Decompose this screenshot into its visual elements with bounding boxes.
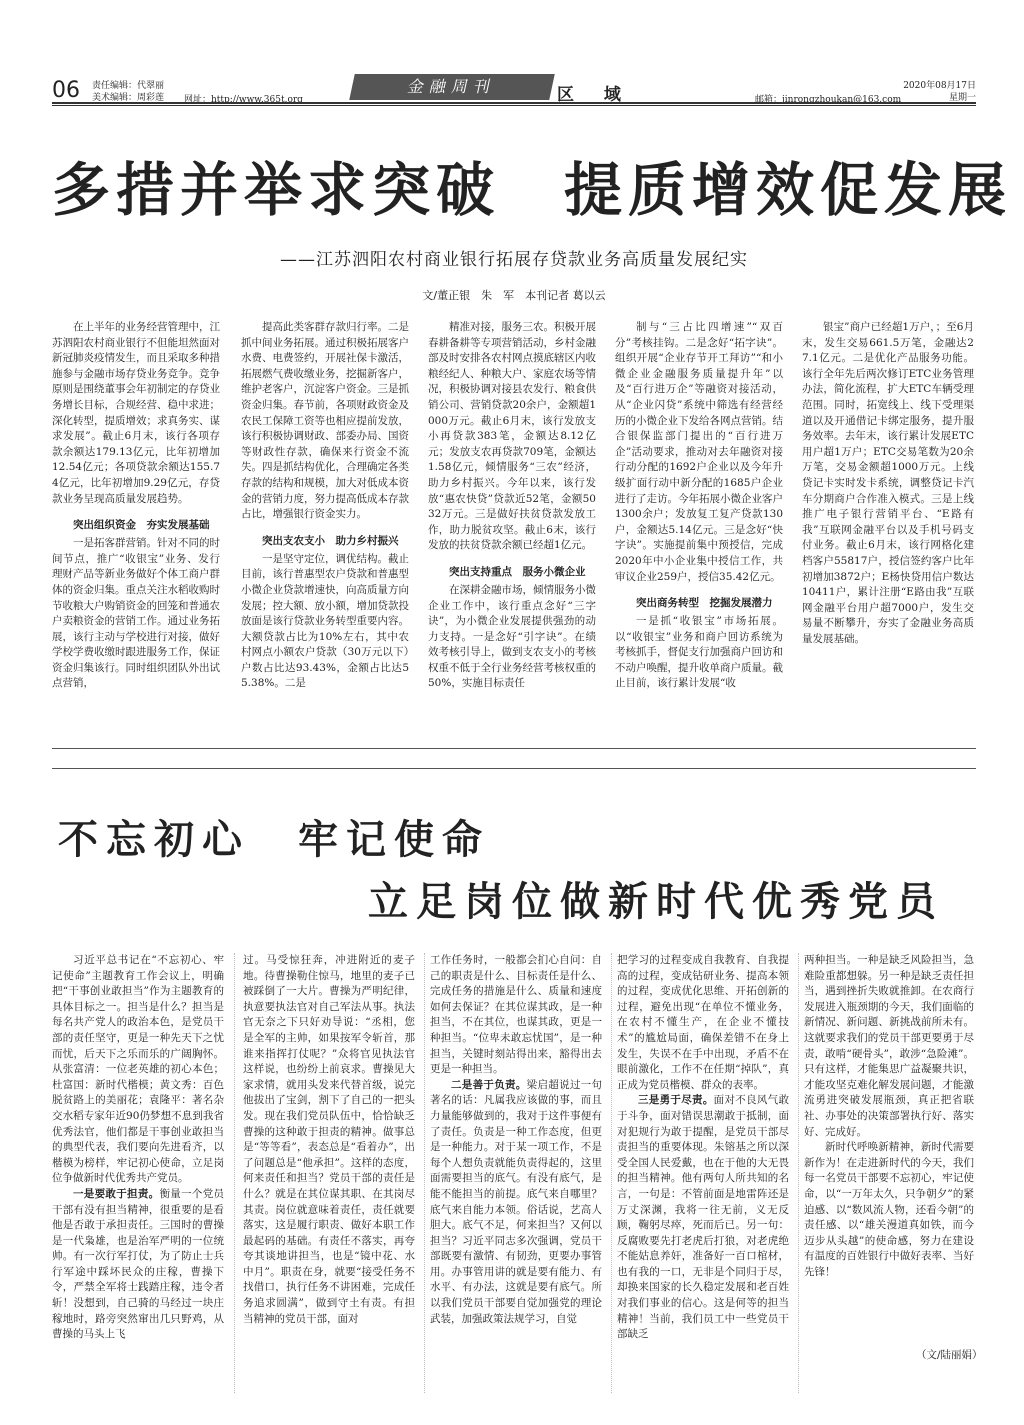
article1-subtitle: ——江苏泗阳农村商业银行拓展存贷款业务高质量发展纪实 [280,250,748,270]
article1-column [428,320,596,692]
subheading: 突出组织资金 夯实发展基础 [73,519,210,532]
paragraph: 新时代呼唤新精神，新时代需要新作为！在走进新时代的今天，我们每一名党员干部要不忘初心，牢记使命，以“一万年太久，只争朝夕”的紧迫感、以“数风流人物，还看今朝”的责任感、以“雄关漫道真如铁，而今迈步从头越”的使命感，努力在建设有温度的百姓银行中做好表率、当好先锋！ [804,1141,974,1278]
paragraph: 一是坚守定位，调优结构。截止目前，该行普惠型农户贷款和普惠型小微企业贷款增速快，向高质量方向发展；控大额、放小额，增加贷款投放面是该行贷款业务转型重要内容。大额贷款占比为10%左右，其中农村网点小额农户贷款（30万元以下）户数占比达93.43%，金额占比达55.38%。二是 [241,552,409,690]
paragraph: 工作任务时，一般都会扪心自问：自己的职责是什么、目标责任是什么、完成任务的措施是什么、质量和速度如何去保证？在其位谋其政，是一种担当，不在其位，也谋其政，更是一种担当。“位卑未敢忘忧国”，是一种担当，关键时刻站得出来，豁得出去更是一种担当。 [430,954,602,1076]
paragraph [617,1093,789,1343]
paragraph: 精准对接，服务三农。积极开展春耕备耕等专项营销活动，乡村金融部及时安排各农村网点摸底辖区内收粮经纪人、种粮大户、家庭农场等情况，积极协调对接县农发行、粮食供销公司、营销贷款20余户，金额超1000万元。截止6月末，该行发放支小再贷款383笔，金额达8.12亿元；发放支农再贷款709笔，金额达1.58亿元，倾情服务“三农”经济，助力乡村振兴。今年以来，该行发放“惠农快贷”贷款近52笔，金额5032万元。三是做好扶贫贷款发放工作，助力脱贫攻坚。截止6末，该行发放的扶贫贷款余额已经超1亿元。 [428,321,596,552]
paragraph: 提高此类客群存款归行率。二是抓中间业务拓展。通过积极拓展客户水费、电费签约，开展社保卡激活，拓展燃气费收缴业务，挖掘新客户，维护老客户，沉淀客户资金。三是抓资金归集。春节前，各项财政资金及农民工保障工资等也相应提前发放，该行积极协调财政、部委办局、国资等财政性存款，确保来行资金不流失。四是抓结构优化，合理确定各类存款的结构和规模，加大对低成本资金的营销力度，努力提高低成本存款占比，增强银行资金实力。 [241,321,409,521]
header-rule [52,105,976,106]
paragraph: 在深耕金融市场，倾情服务小微企业工作中，该行重点念好“三字诀”，为小微企业发展提供强劲的动力支持。一是念好“引字诀”。在绩效考核引导上，做到支农支小的考核权重不低于全行业务经营考核权重的50%，实施目标责任 [428,583,596,690]
email: 邮箱：jinrongzhoukan@163.com [755,95,902,105]
paragraph: 银宝”商户已经超1万户，；至6月末，发生交易661.5万笔，金融达27.1亿元。二是优化产品服务功能。该行全年先后两次修订ETC业务管理办法，简化流程，扩大ETC车辆受理范围。同时，拓宽线上、线下受理渠道以及开通借记卡绑定服务，提升服务效率。去年末，该行累计发展ETC用户超1万户；ETC交易笔数为20余万笔，交易金额超1000万元。上线贷记卡实时发卡系统，调整贷记卡汽车分期商户合作准入模式。三是上线推广电子银行营销平台、“E路有我”互联网金融平台以及手机号码支付业务。截止6月末，该行网格化建档客户55817户，授信签约客户比年初增加3872户；E杨快贷用信户数达10411户，累计注册“E路由我”互联网金融平台用户超7000户，发生交易量不断攀升，夯实了金融业务高质量发展基础。 [802,321,974,645]
article1-column [241,320,409,692]
paragraph: 把学习的过程变成自我教育、自我提高的过程，变成钻研业务、提高本领的过程，变成优化思维、开拓创新的过程，避免出现“在单位不懂业务，在农村不懂生产，在企业不懂技术”的尴尬局面，确保差错不在身上发生，失误不在手中出现，矛盾不在眼前激化，工作不在任期“掉队”，真正成为党员楷模、群众的表率。 [617,954,789,1091]
banner-logo: 金融周刊 [349,74,555,100]
article1-column [52,320,220,692]
lead: 三是勇于尽责。 [638,1094,714,1107]
paragraph: 在上半年的业务经营管理中，江苏泗阳农村商业银行不但能坦然面对新冠肺炎疫情发生，而且采取多种措施参与金融市场存贷业务竞争。竞争原则是围绕董事会年初制定的存贷业务增长目标，合规经营、稳中求进；深化转型，提质增效；求真务实、谋求发展”。截止6月末，该行各项存款余额达179.13亿元，比年初增加12.54亿元；各项贷款余额达155.74亿元，比年初增加9.29亿元，存贷款业务呈现高质量发展趋势。 [52,321,220,505]
article2-title-line2: 立足岗位做新时代优秀党员 [368,878,944,925]
subheading: 突出支持重点 服务小微企业 [449,565,586,578]
subheading: 突出商务转型 挖掘发展潜力 [636,597,773,610]
paragraph: 一是拓客群营销。针对不同的时间节点，推广“收银宝”业务、发行理财产品等新业务做好个体工商户群体的资金归集。重点关注水稻收购时节收粮大户购销资金的回笼和普通农户卖粮资金的营销工作。通过业务拓展，该行主动与学校进行对接，做好学校学费收缴时跟进服务工作，保证资金归集该行。同时组织团队外出试点营销， [52,537,220,690]
column-divider [798,953,799,1393]
text: 梁启超说过一句著名的话：凡属我应该做的事，而且力量能够做到的，我对于这件事便有了责任。负责是一种工作态度，但更是一种能力。对于某一项工作，不是每个人想负责就能负责得起的，这里面需要担当的底气。有没有底气，是能不能担当的前提。底气来自哪里？底气来自能力本领。俗话说，艺高人胆大。底气不足，何来担当？又何以担当？习近平同志多次强调，党员干部既要有激情、有韧劲，更要办事管用。办事管用讲的就是要有能力、有水平、有办法，这就是要有底气。所以我们党员干部要自觉加强党的理论武装，加强政策法规学习，自觉 [430,1078,603,1325]
section-divider [52,748,976,749]
lead: 一是要敢于担责。 [73,1187,160,1200]
article1-column [802,320,974,647]
editor-line: 美术编辑：周彩莲 [92,93,165,103]
article2-column [52,953,224,1343]
paragraph: 制与“三占比四增速”“双百分”考核挂钩。二是念好“拓字诀”。组织开展“企业存节开工拜访”“和小微企业金融服务质量提升年”以及“百行进万企”等融资对接活动，从“企业闪贷”系统中筛选有经营经历的小微企业下发给各网点营销。结合银保监部门提出的“百行进万企”活动要求，推动对去年融资对接行动分配的1692户企业以及今年升级扩面行动中新分配的1685户企业进行了走访。今年拓展小微企业客户1300余户；发放复工复产贷款130户，金额达5.14亿元。三是念好“快字诀”。实施提前集中预授信，完成2020年中小企业集中授信工作，共审议企业259户，授信35.42亿元。 [615,321,783,583]
editor-line: 责任编辑：代翠丽 [92,81,165,91]
paragraph: 两种担当。一种是缺乏风险担当，急难险重都想躲。另一种是缺乏责任担当，遇到挫折失败就推卸。在农商行发展进入瓶颈期的今天，我们面临的新情况、新问题、新挑战前所未有。这就要求我们的党员干部更要勇于尽责，敢啃“硬骨头”，敢涉“急险滩”。只有这样，才能集思广益凝聚共识，才能攻坚克难化解发展问题，才能激流勇进突破发展瓶颈，真正把省联社、办事处的决策部署执行好、落实好、完成好。 [804,954,974,1138]
date-text: 2020年08月17日 [903,81,976,91]
article2-author: （文/陆丽娟） [916,1349,983,1361]
text: 衡量一个党员干部有没有担当精神，很重要的是看他是否敢于承担责任。三国时的曹操是一代枭雄，也是治军严明的一位统帅。有一次行军打仗，为了防止士兵行军途中踩坏民众的庄稼，曹操下令，严禁全军将士践踏庄稼，违令者斩！没想到，自己骑的马经过一块庄稼地时，路旁突然窜出几只野鸡，从曹操的马头上飞 [52,1187,225,1341]
weekday: 星期一 [948,93,976,103]
article1-column [615,320,783,692]
text: 面对不良风气敢于斗争，面对错误思潮敢于抵制，面对犯规行为敢于提醒，是党员干部尽责担当的重要体现。朱镕基之所以深受全国人民爱戴，也在于他的大无畏的担当精神。他有两句人所共知的名言，一句是：不管前面是地雷阵还是万丈深渊，我将一往无前，义无反顾，鞠躬尽瘁，死而后已。另一句：反腐败要先打老虎后打狼，对老虎绝不能姑息养奸，准备好一百口棺材，也有我的一口，无非是个同归于尽，却换来国家的长久稳定发展和老百姓对我们事业的信心。这是何等的担当精神！当前，我们员工中一些党员干部缺乏 [617,1094,790,1341]
article2-column [430,953,602,1327]
lead: 二是善于负责。 [451,1078,527,1091]
article2-column [617,953,789,1343]
paragraph: 过。马受惊狂奔，冲进附近的麦子地。待曹操勒住惊马，地里的麦子已被踩倒了一大片。曹操为严明纪律，执意要执法官对自己军法从事。执法官无奈之下只好劝导说：“丞相，您是全军的主帅，如果按军令斩首，那谁来指挥打仗呢？”众将官见执法官这样说，也纷纷上前哀求。曹操见大家求情，就用头发来代替首级，说完他拔出了宝剑，割下了自己的一把头发。现在我们党员队伍中，恰恰缺乏曹操的这种敢于担责的精神。做事总是“等等看”，表态总是“看着办”，出了问题总是“他承担”。这样的态度，何来责任和担当？党员干部的责任是什么？就是在其位谋其职、在其岗尽其责。岗位就意味着责任，责任就要落实，这是履行职责、做好本职工作最起码的基础。有责任不落实，再夸夸其谈地讲担当，也是“镜中花、水中月”。职责在身，就要“接受任务不找借口，执行任务不讲困难，完成任务追求圆满”，做到守土有责。有担当精神的党员干部，面对 [243,954,415,1325]
column-divider [424,953,425,1393]
paragraph [52,1187,224,1343]
paragraph: 一是抓“收银宝”市场拓展。以“收银宝”业务和商户回访系统为考核抓手，督促支行加强商户回访和不动户唤醒，提升收单商户质量。截止目前，该行累计发展“收 [615,615,783,690]
website: 网址：http://www.365t.org [184,95,303,105]
section-divider [52,768,976,769]
subheading: 突出支农支小 助力乡村振兴 [262,534,399,547]
article2-column [804,953,974,1280]
header-rule [52,102,976,104]
paragraph [430,1078,602,1328]
page-number: 06 [52,78,80,103]
section-name: 区 域 [557,85,633,105]
article1-byline: 文/董正银 朱 军 本刊记者 葛以云 [422,289,606,302]
article2-title-line1: 不忘初心 牢记使命 [58,816,490,863]
paragraph: 习近平总书记在“不忘初心、牢记使命”主题教育工作会议上，明确把“干事创业敢担当”作为主题教育的具体目标之一。担当是什么？担当是每名共产党人的政治本色，是党员干部的责任坚守，更是一种先天下之忧而忧，后天下之乐而乐的广阔胸怀。从张富清：一位老英雄的初心本色；杜富国：新时代楷模；黄文秀：百色脱贫路上的美丽花；袁隆平：著名杂交水稻专家年近90仍梦想不息到我省优秀法官，他们都是干事创业敢担当的典型代表，我们要向先进看齐，以楷模为榜样，牢记初心使命，立足岗位争做新时代优秀共产党员。 [52,954,224,1185]
editors [92,80,164,104]
date [903,80,976,104]
article2-column [243,953,415,1327]
article1-title: 多措并举求突破 提质增效促发展 [52,156,1013,224]
column-divider [611,953,612,1393]
column-divider [234,953,235,1393]
